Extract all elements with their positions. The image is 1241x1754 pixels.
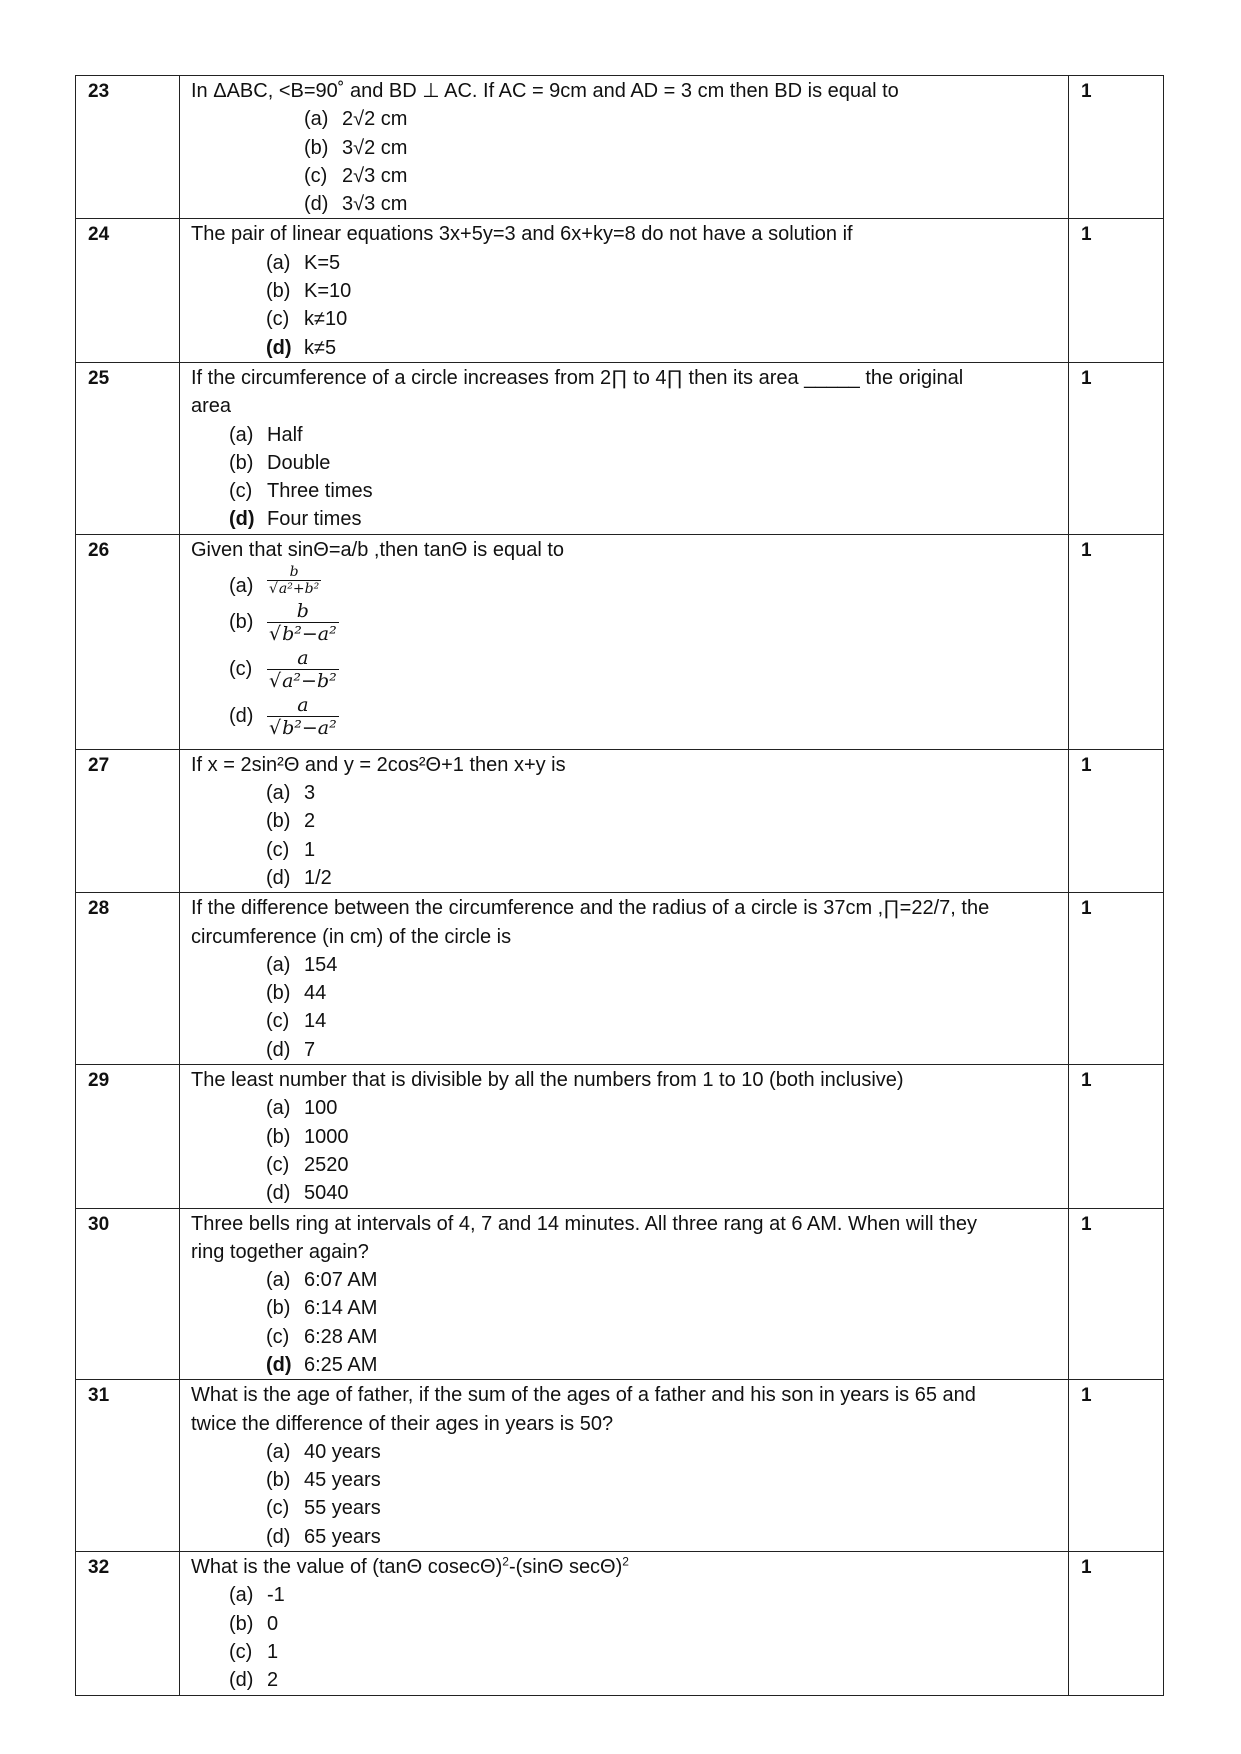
question-row: [76, 362, 1164, 534]
option: (a) 2√2 cm: [304, 108, 408, 131]
question-text: [180, 76, 1068, 218]
option: (a) 154: [266, 953, 338, 976]
option: (a) 3: [266, 782, 316, 805]
option: (c) 55 years: [266, 1497, 381, 1520]
question-row: [76, 1208, 1164, 1380]
question-text: [180, 535, 1068, 741]
fraction: $\frac{b}{\text{√a²+b²}}$: [269, 564, 320, 598]
question-row: [76, 534, 1164, 749]
option: (b) 45 years: [266, 1469, 381, 1492]
option: (c) Three times: [229, 480, 373, 503]
marks-value: 1: [1081, 1070, 1092, 1092]
option: (a) K=5: [266, 251, 341, 274]
option: (d) 2: [229, 1669, 279, 1692]
option: (c) 14: [266, 1010, 327, 1033]
option: (b) K=10: [266, 280, 352, 303]
question-line: area: [191, 395, 232, 418]
option-list: [191, 951, 1060, 1064]
marks-value: 1: [1081, 1213, 1092, 1235]
question-line: twice the difference of their ages in years is 50?: [191, 1412, 614, 1435]
option: (a) Half: [229, 423, 303, 446]
option: (b) 3√2 cm: [304, 136, 408, 159]
question-line: What is the age of father, if the sum of the ages of a father and his son in years is 65 and: [191, 1384, 976, 1407]
option-list: [191, 249, 1060, 362]
option: (b) 0: [229, 1612, 279, 1635]
option: (b) 2: [266, 810, 316, 833]
question-number: 26: [88, 539, 110, 561]
option: (d) 5040: [266, 1182, 349, 1205]
question-text: [180, 1209, 1068, 1380]
question-line: If x = 2sin²Θ and y = 2cos²Θ+1 then x+y is: [191, 753, 566, 776]
question-row: [76, 749, 1164, 892]
option-list: [191, 1094, 1060, 1207]
question-row: [76, 893, 1164, 1065]
marks-value: 1: [1081, 81, 1092, 102]
option: (c) 1: [266, 838, 316, 861]
question-number: 24: [88, 224, 110, 246]
question-table: [75, 75, 1164, 1696]
option-list: [191, 1581, 1060, 1694]
option: (d) k≠5: [266, 336, 337, 359]
question-line: circumference (in cm) of the circle is: [191, 925, 512, 948]
question-text: [180, 1552, 1068, 1694]
option: (a) 6:07 AM: [266, 1269, 378, 1292]
option: (d) $\frac{a}{\text{√b²−a²}}$: [229, 694, 337, 740]
option-list: [191, 1266, 1060, 1379]
question-number: 29: [88, 1070, 110, 1092]
option: (c) k≠10: [266, 308, 348, 331]
question-text: [180, 363, 1068, 534]
question-line: If the circumference of a circle increases from 2∏ to 4∏ then its area _____ the original: [191, 366, 964, 389]
question-line: If the difference between the circumference and the radius of a circle is 37cm ,∏=22/7, the: [191, 897, 990, 920]
fraction: $\frac{a}{\text{√a²−b²}}$: [269, 647, 337, 693]
marks-value: 1: [1081, 1385, 1092, 1407]
option: (d) 7: [266, 1038, 316, 1061]
option-list: [191, 1438, 1060, 1551]
question-text: [180, 219, 1068, 361]
option: (d) 65 years: [266, 1525, 381, 1548]
question-number: 28: [88, 898, 110, 920]
question-text: [180, 1380, 1068, 1551]
question-line: The least number that is divisible by all the numbers from 1 to 10 (both inclusive): [191, 1069, 904, 1092]
option: (a) 100: [266, 1097, 338, 1120]
option: (b) Double: [229, 451, 331, 474]
option: (c) 2√3 cm: [304, 164, 408, 187]
question-number: 25: [88, 367, 110, 389]
option-list: [191, 421, 1060, 534]
question-line: In ΔABC, <B=90˚ and BD ⊥ AC. If AC = 9cm and AD = 3 cm then BD is equal to: [191, 80, 899, 102]
question-row: [76, 1065, 1164, 1208]
marks-value: 1: [1081, 898, 1092, 920]
option: (b) 44: [266, 982, 327, 1005]
question-line: The pair of linear equations 3x+5y=3 and 6x+ky=8 do not have a solution if: [191, 223, 853, 246]
option: (c) 2520: [266, 1153, 349, 1176]
option: (a) -1: [229, 1584, 285, 1607]
option: (a) $\frac{b}{\text{√a²+b²}}$: [229, 564, 320, 598]
option: (b) 6:14 AM: [266, 1297, 378, 1320]
question-number: 31: [88, 1385, 110, 1407]
option: (d) 3√3 cm: [304, 193, 408, 216]
question-number: 30: [88, 1213, 110, 1235]
question-number: 27: [88, 754, 110, 776]
option-list: [191, 779, 1060, 892]
option: (d) 1/2: [266, 866, 332, 889]
option: (c) 1: [229, 1640, 279, 1663]
option: (d) Four times: [229, 508, 362, 531]
marks-value: 1: [1081, 539, 1092, 561]
question-text: [180, 1065, 1068, 1207]
fraction: $\frac{b}{\text{√b²−a²}}$: [269, 600, 337, 646]
option-list: [191, 105, 1060, 218]
question-line: Given that sinΘ=a/b ,then tanΘ is equal to: [191, 538, 565, 561]
option: (b) 1000: [266, 1125, 349, 1148]
marks-value: 1: [1081, 224, 1092, 246]
question-line: ring together again?: [191, 1240, 369, 1263]
question-row: [76, 76, 1164, 219]
marks-value: 1: [1081, 754, 1092, 776]
question-row: [76, 219, 1164, 362]
question-number: 23: [88, 81, 110, 102]
marks-value: 1: [1081, 1557, 1092, 1579]
option: (c) $\frac{a}{\text{√a²−b²}}$: [229, 647, 337, 693]
marks-value: 1: [1081, 367, 1092, 389]
question-text: [180, 893, 1068, 1064]
question-line: What is the value of (tanΘ cosecΘ)$^2$-(sinΘ secΘ)$^2$: [191, 1554, 629, 1579]
question-line: Three bells ring at intervals of 4, 7 and 14 minutes. All three rang at 6 AM. When will they: [191, 1212, 977, 1235]
option: (a) 40 years: [266, 1440, 381, 1463]
question-text: [180, 750, 1068, 892]
question-row: [76, 1552, 1164, 1695]
option: (b) $\frac{b}{\text{√b²−a²}}$: [229, 600, 337, 646]
option: (d) 6:25 AM: [266, 1353, 378, 1376]
question-row: [76, 1380, 1164, 1552]
option-list: [191, 564, 1060, 741]
fraction: $\frac{a}{\text{√b²−a²}}$: [269, 694, 337, 740]
option: (c) 6:28 AM: [266, 1325, 378, 1348]
question-number: 32: [88, 1557, 110, 1579]
